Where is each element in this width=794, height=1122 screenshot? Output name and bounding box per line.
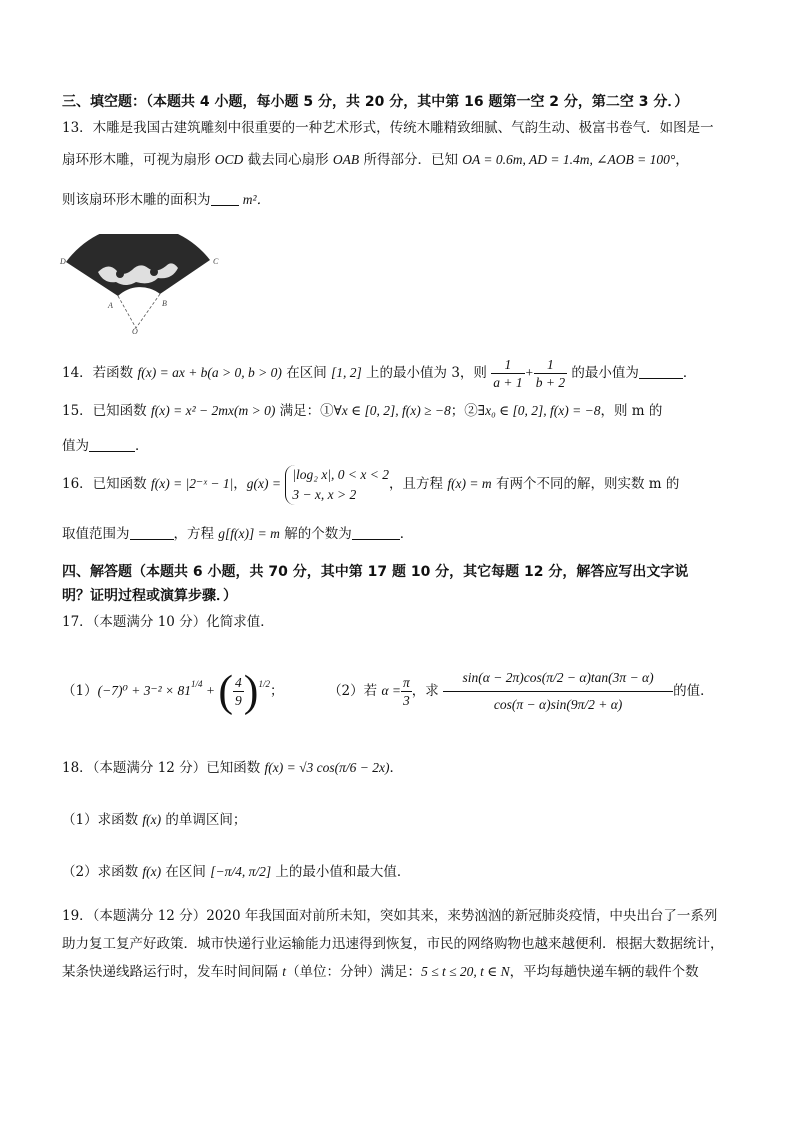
q17-part-1-exponent: 1/4 — [191, 679, 203, 689]
q16-text: ，且方程 — [389, 476, 448, 492]
q17-trig-fraction: $\frac{\sin(\alpha - 2\pi)\cos(\pi/2 - \alpha)\tan(3\pi - \alpha)}{\cos(\pi - \alpha)\sin(9\pi/2 + \alpha)}$ — [443, 665, 673, 718]
q15-condition-1: ∀x ∈ [0, 2], f(x) ≥ −8 — [333, 403, 451, 418]
q15-text: ；② — [450, 403, 478, 419]
q15-text: 值为 — [62, 438, 89, 454]
q14-function: f(x) = ax + b(a > 0, b > 0) — [137, 365, 282, 380]
q14-interval: [1, 2] — [331, 365, 362, 380]
q15-line-2 — [62, 436, 754, 456]
q14-answer-blank[interactable] — [639, 364, 683, 379]
section-4-heading-1: 四、解答题（本题共 6 小题，共 70 分，其中第 17 题 10 分，其它每题 12 分，解答应写出文字说 — [62, 564, 689, 580]
carving-bird — [116, 270, 124, 278]
q18-part-1 — [62, 810, 754, 830]
q15-text: 15．已知函数 — [62, 403, 151, 419]
q17-alpha: α = — [381, 683, 402, 698]
q14-fraction-1: $\frac{1}{a + 1}$ — [493, 357, 523, 390]
q16-function-g: g(x) = — [246, 476, 282, 491]
q17-part-1-exponent-2: 1/2 — [258, 679, 270, 689]
q19-line-3 — [62, 962, 754, 982]
q18-fx: f(x) — [142, 864, 162, 879]
q16-piecewise: |log₂ x|, 0 < x < 2 3 − x, x > 2 — [285, 465, 389, 505]
q13-text: ， — [675, 152, 689, 168]
q16-text: ，方程 — [173, 526, 219, 542]
q16-line-2 — [62, 524, 754, 544]
q17-text: ； — [269, 683, 284, 699]
fan-ring-shape — [66, 234, 210, 296]
q18-text: 上的最小值和最大值． — [271, 864, 411, 880]
q14-text: 14．若函数 — [62, 365, 138, 381]
q13-line-2 — [62, 150, 754, 170]
q15-condition-2: ∃x₀ ∈ [0, 2], f(x) = −8 — [477, 403, 601, 418]
q14-text: 的最小值为 — [567, 365, 639, 381]
q17-fraction-4-9: $\frac{4}{9}$ — [235, 675, 242, 708]
q14-line — [62, 356, 754, 391]
q14-text: 在区间 — [281, 365, 331, 381]
q18-text: 18．（本题满分 12 分）已知函数 — [62, 760, 265, 776]
q16-text: 16．已知函数 — [62, 476, 151, 492]
q16-equation-2: g[f(x)] = m — [218, 526, 280, 541]
q16-line-1 — [62, 462, 754, 506]
q13-text: 则该扇环形木雕的面积为 — [62, 192, 211, 208]
q19-line-2: 助力复工复产好政策．城市快递行业运输能力迅速得到恢复，市民的网络购物也越来越便利．根据大数据统计， — [62, 936, 724, 952]
q14-plus: + — [524, 365, 534, 380]
radius-ob — [136, 294, 160, 328]
q13-given-values: OA = 0.6m, AD = 1.4m, ∠AOB = 100° — [462, 152, 676, 167]
q18-title — [62, 754, 754, 782]
q18-fx: f(x) — [142, 812, 162, 827]
q18-text: 的单调区间； — [161, 812, 247, 828]
q17-title: 17．（本题满分 10 分）化简求值． — [62, 614, 274, 630]
q16-answer-blank-2[interactable] — [352, 525, 400, 540]
radius-oa — [118, 296, 136, 328]
label-d: D — [60, 257, 66, 266]
q16-answer-blank-1[interactable] — [130, 525, 174, 540]
q13-text: 扇环形木雕，可视为扇形 — [62, 152, 215, 168]
q13-answer-blank[interactable] — [211, 191, 239, 206]
q13-line-1: 13．木雕是我国古建筑雕刻中很重要的一种艺术形式，传统木雕精致细腻、气韵生动、极富书卷气．如图是一 — [62, 120, 714, 136]
q14-text: 上的最小值为 3，则 — [361, 365, 492, 381]
q13-sector-ocd: OCD — [214, 152, 244, 167]
q16-text: 取值范围为 — [62, 526, 130, 542]
q19-line-1: 19．（本题满分 12 分）2020 年我国面对前所未知，突如其来，来势汹汹的新冠肺炎疫情，中央出台了一系列 — [62, 908, 718, 924]
q18-text: （1）求函数 — [62, 812, 143, 828]
q15-text: ． — [135, 438, 149, 454]
q15-text: 满足：① — [275, 403, 334, 419]
q17-paren-right: ) — [243, 666, 259, 716]
q13-text: 截去同心扇形 — [243, 152, 333, 168]
q17-part-2-label: （2）若 — [328, 683, 382, 699]
q19-constraint: 5 ≤ t ≤ 20, t ∈ N — [421, 964, 510, 979]
q16-equation: f(x) = m — [447, 476, 492, 491]
q16-text: 有两个不同的解，则实数 m 的 — [491, 476, 680, 492]
q15-answer-blank[interactable] — [89, 437, 135, 452]
q18-text: ． — [389, 760, 403, 776]
q17-text: ，求 — [411, 683, 439, 699]
q17-part-1-expr: (−7)⁰ + 3⁻² × 81 — [97, 683, 191, 698]
q15-text: ，则 m 的 — [600, 403, 663, 419]
q17-part-1-plus: + — [202, 683, 219, 698]
q18-text: （2）求函数 — [62, 864, 143, 880]
label-c: C — [213, 257, 219, 266]
q17-paren-left: ( — [218, 666, 234, 716]
label-b: B — [162, 299, 167, 308]
label-a: A — [108, 301, 113, 310]
q17-text: 的值． — [673, 683, 714, 699]
q14-fraction-2: $\frac{1}{b + 2}$ — [535, 357, 566, 390]
q13-text: 所得部分．已知 — [359, 152, 463, 168]
q19-text: ，平均每趟快递车辆的载件个数 — [509, 964, 699, 980]
q13-sector-oab: OAB — [332, 152, 360, 167]
q16-text: ． — [399, 526, 414, 542]
q16-function-f: f(x) = |2⁻ˣ − 1| — [150, 476, 234, 491]
q18-interval: [−π/4, π/2] — [210, 864, 272, 879]
q17-parts — [62, 654, 754, 722]
q16-text: ， — [233, 476, 247, 492]
q18-part-2 — [62, 858, 754, 886]
label-o: O — [132, 327, 138, 336]
q18-function: f(x) = √3 cos(π/6 − 2x) — [264, 760, 390, 775]
q13-unit: m²． — [242, 192, 271, 207]
q16-text: 解的个数为 — [279, 526, 352, 542]
q15-function: f(x) = x² − 2mx(m > 0) — [150, 403, 276, 418]
q19-text: 某条快递线路运行时，发车时间间隔 — [62, 964, 283, 980]
carving-bird — [150, 268, 158, 276]
q13-line-3 — [62, 190, 754, 210]
section-4-heading-2: 明？证明过程或演算步骤．） — [62, 588, 237, 604]
q19-text: （单位：分钟）满足： — [286, 964, 422, 980]
section-3-heading: 三、填空题：（本题共 4 小题，每小题 5 分，共 20 分，其中第 16 题第一空 2 分，第二空 3 分．） — [62, 94, 689, 110]
fan-carving-figure — [58, 234, 228, 336]
q15-line-1 — [62, 401, 754, 421]
q17-fraction-pi-3: $\frac{\pi}{3}$ — [403, 675, 410, 708]
q19-variable-t: t — [282, 964, 287, 979]
q14-text: ． — [682, 365, 697, 381]
q18-text: 在区间 — [161, 864, 211, 880]
q17-part-1-label: （1） — [62, 683, 98, 699]
